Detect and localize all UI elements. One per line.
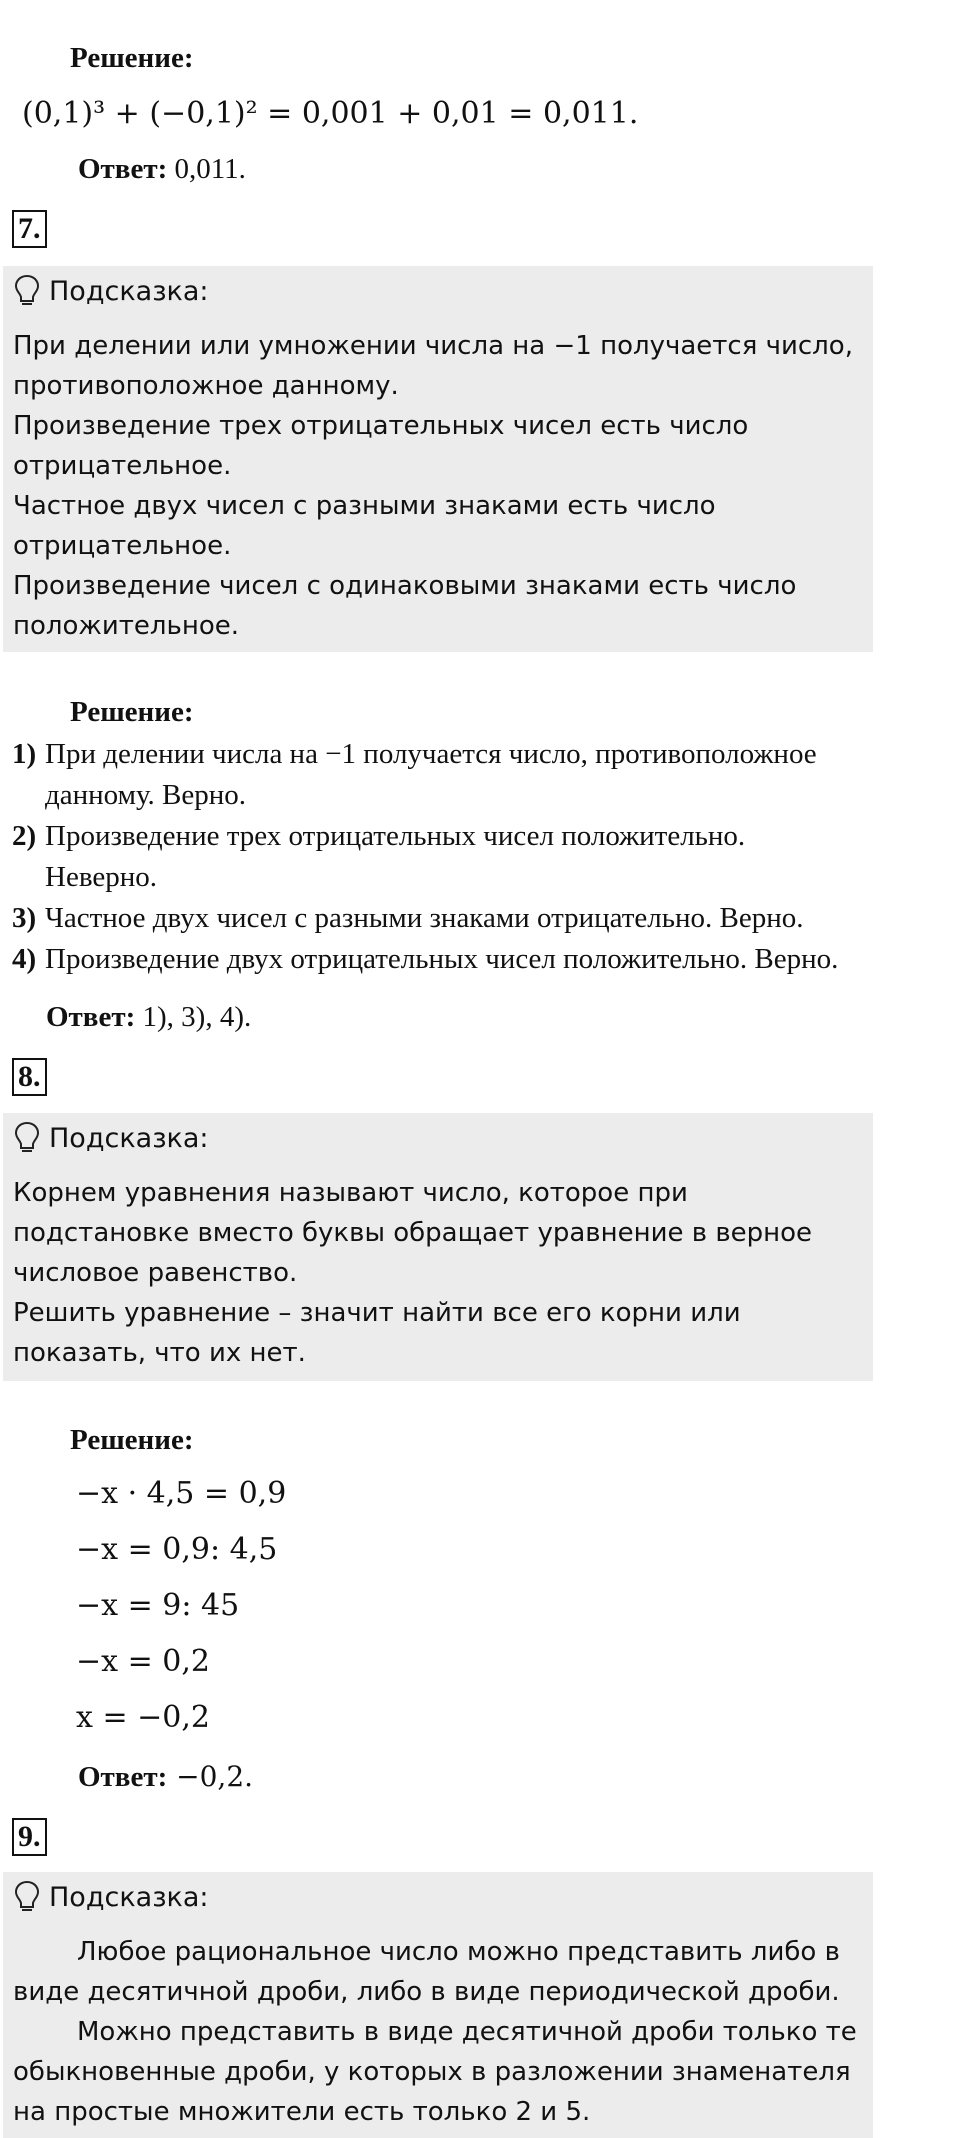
task-number: 9 bbox=[18, 1820, 33, 1853]
answer-value: 1), 3), 4). bbox=[135, 1001, 252, 1033]
solution-item bbox=[12, 939, 952, 980]
item-text: При делении числа на −1 получается число, противоположное bbox=[45, 738, 817, 770]
task-number-box: 9. bbox=[12, 1818, 47, 1856]
hint-box bbox=[3, 1872, 873, 2138]
solution-item bbox=[12, 734, 952, 816]
solution-label: Решение: bbox=[70, 1424, 194, 1456]
hint-line: Произведение трех отрицательных чисел есть число отрицательное. bbox=[13, 411, 749, 481]
equation-step: −x = 0,2 bbox=[76, 1644, 210, 1679]
hint-line: Можно представить в виде десятичной дроби только те обыкновенные дроби, у которых в разложении знаменателя на простые множители есть только 2 и 5. bbox=[13, 2017, 857, 2127]
hint-text bbox=[3, 316, 873, 646]
equation-step: −x = 9: 45 bbox=[76, 1588, 240, 1623]
answer-label: Ответ: bbox=[78, 153, 168, 185]
answer-line bbox=[46, 1001, 251, 1034]
equation-step: x = −0,2 bbox=[76, 1700, 210, 1735]
hint-text bbox=[3, 1163, 873, 1373]
item-text-cont: данному. Верно. bbox=[45, 779, 247, 811]
lightbulb-icon bbox=[13, 274, 41, 308]
hint-header bbox=[3, 1872, 873, 1922]
solution-item bbox=[12, 898, 952, 939]
item-number: 3) bbox=[12, 902, 37, 934]
hint-line: Решить уравнение – значит найти все его корни или показать, что их нет. bbox=[13, 1298, 741, 1368]
answer-value: −0,2. bbox=[167, 1760, 254, 1793]
hint-title: Подсказка: bbox=[49, 1122, 209, 1154]
hint-line: При делении или умножении числа на −1 получается число, противоположное данному. bbox=[13, 331, 853, 401]
hint-title: Подсказка: bbox=[49, 275, 209, 307]
hint-line: Любое рациональное число можно представить либо в виде десятичной дроби, либо в виде периодической дроби. bbox=[13, 1937, 840, 2007]
lightbulb-icon bbox=[13, 1121, 41, 1155]
item-text-cont: Неверно. bbox=[45, 861, 157, 893]
item-number: 1) bbox=[12, 738, 37, 770]
answer-line bbox=[78, 153, 246, 186]
equation: (0,1)³ + (−0,1)² = 0,001 + 0,01 = 0,011. bbox=[22, 96, 639, 131]
solution-label: Решение: bbox=[70, 42, 194, 74]
equation-step: −x = 0,9: 4,5 bbox=[76, 1532, 278, 1567]
hint-box bbox=[3, 266, 873, 652]
answer-line bbox=[78, 1760, 253, 1794]
lightbulb-icon bbox=[13, 1880, 41, 1914]
equation-step: −x · 4,5 = 0,9 bbox=[76, 1476, 287, 1511]
item-text: Произведение двух отрицательных чисел положительно. Верно. bbox=[45, 943, 839, 975]
answer-label: Ответ: bbox=[46, 1001, 136, 1033]
answer-value: 0,011. bbox=[167, 153, 246, 185]
item-number: 2) bbox=[12, 820, 37, 852]
task-number: 8 bbox=[18, 1060, 33, 1093]
hint-line: Произведение чисел с одинаковыми знаками есть число положительное. bbox=[13, 571, 797, 641]
item-text: Произведение трех отрицательных чисел положительно. bbox=[45, 820, 746, 852]
answer-label: Ответ: bbox=[78, 1761, 168, 1793]
task-number-box: 8. bbox=[12, 1058, 47, 1096]
hint-title: Подсказка: bbox=[49, 1881, 209, 1913]
task-number: 7 bbox=[18, 212, 33, 245]
hint-text bbox=[3, 1922, 873, 2132]
hint-line: Частное двух чисел с разными знаками есть число отрицательное. bbox=[13, 491, 716, 561]
solution-item bbox=[12, 816, 952, 898]
hint-line: Корнем уравнения называют число, которое при подстановке вместо буквы обращает уравнение в верное числовое равенство. bbox=[13, 1178, 813, 1288]
solution-label: Решение: bbox=[70, 696, 194, 728]
hint-header bbox=[3, 1113, 873, 1163]
hint-box bbox=[3, 1113, 873, 1381]
item-number: 4) bbox=[12, 943, 37, 975]
task-number-box: 7. bbox=[12, 210, 47, 248]
hint-header bbox=[3, 266, 873, 316]
item-text: Частное двух чисел с разными знаками отрицательно. Верно. bbox=[45, 902, 804, 934]
